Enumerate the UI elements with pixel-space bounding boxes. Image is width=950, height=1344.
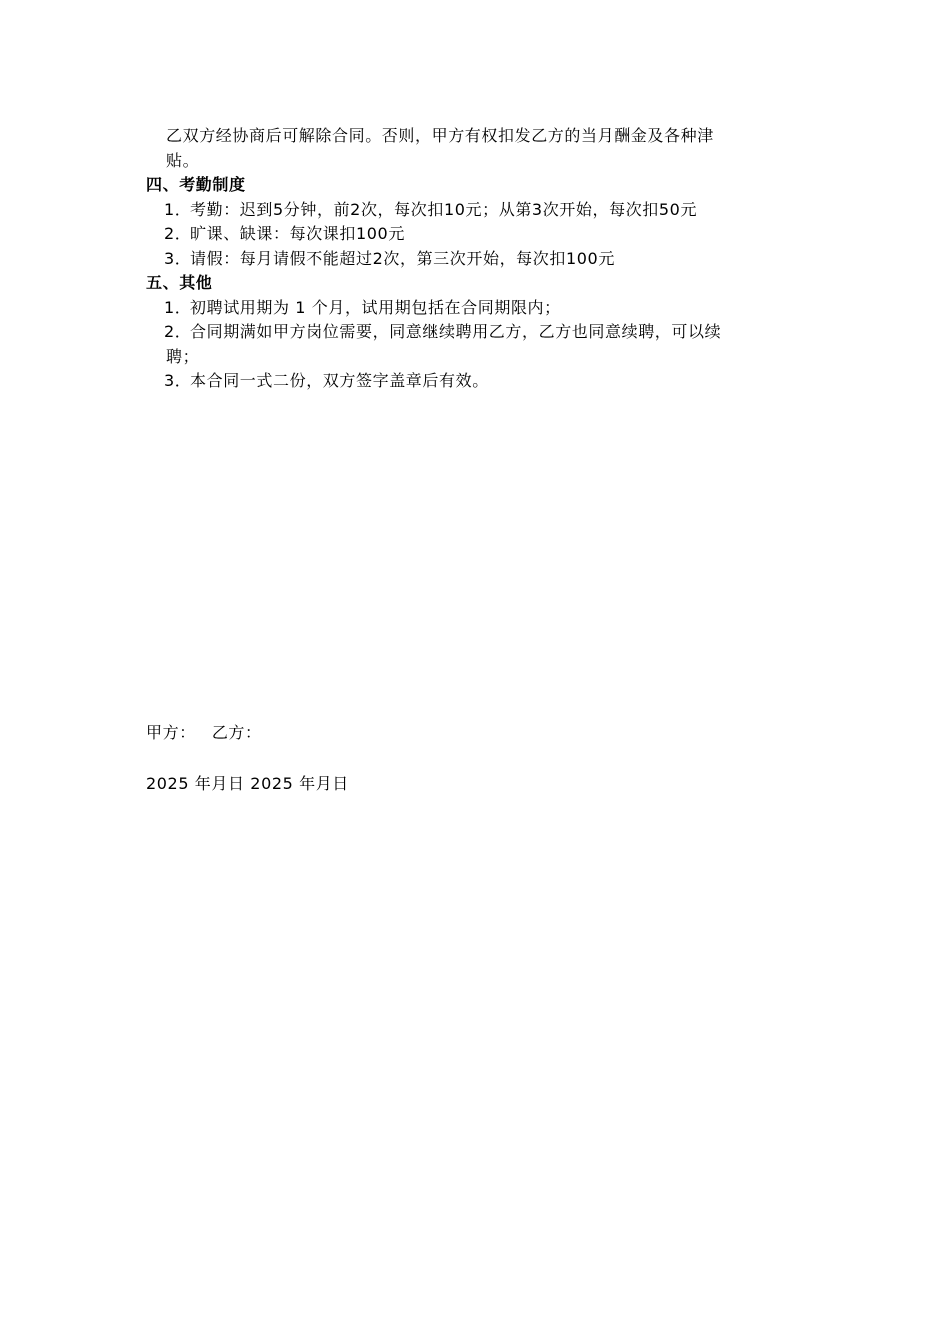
party-a-label: 甲方： <box>146 723 196 742</box>
list-item <box>146 247 816 272</box>
list-item-number: 1． <box>164 199 192 219</box>
list-item-text: 考勤：迟到5分钟，前2次，每次扣10元；从第3次开始，每次扣50元 <box>190 199 698 219</box>
list-item-text: 旷课、缺课：每次课扣100元 <box>190 224 405 243</box>
section-heading-attendance: 四、考勤制度 <box>146 175 246 194</box>
date-a: 2025 年月日 <box>146 774 245 793</box>
list-item-number: 2． <box>164 224 192 243</box>
list-item-text: 合同期满如甲方岗位需要，同意继续聘用乙方，乙方也同意续聘，可以续 <box>190 322 722 341</box>
list-item-text-continuation: 聘； <box>166 346 200 366</box>
continuation-line-1: 乙双方经协商后可解除合同。否则，甲方有权扣发乙方的当月酬金及各种津 <box>166 126 714 145</box>
signature-dates <box>146 773 349 795</box>
list-item-number: 2． <box>164 322 192 341</box>
signature-parties <box>146 722 262 744</box>
continuation-line-2: 贴。 <box>166 150 200 170</box>
list-item-number: 1． <box>164 297 192 317</box>
list-item-text: 请假：每月请假不能超过2次，第三次开始，每次扣100元 <box>190 248 615 268</box>
list-item <box>146 198 816 223</box>
list-item <box>146 369 816 394</box>
list-item-number: 3． <box>164 371 192 390</box>
list-item <box>146 296 816 321</box>
date-b: 2025 年月日 <box>250 774 349 793</box>
list-item-text: 本合同一式二份，双方签字盖章后有效。 <box>190 371 489 390</box>
party-b-label: 乙方： <box>211 723 262 742</box>
list-item-number: 3． <box>164 248 192 268</box>
list-item <box>146 222 816 247</box>
list-item <box>146 320 816 345</box>
section-heading-other: 五、其他 <box>146 273 213 292</box>
document-body <box>146 124 816 394</box>
list-item-text: 初聘试用期为 1 个月，试用期包括在合同期限内； <box>190 297 561 317</box>
